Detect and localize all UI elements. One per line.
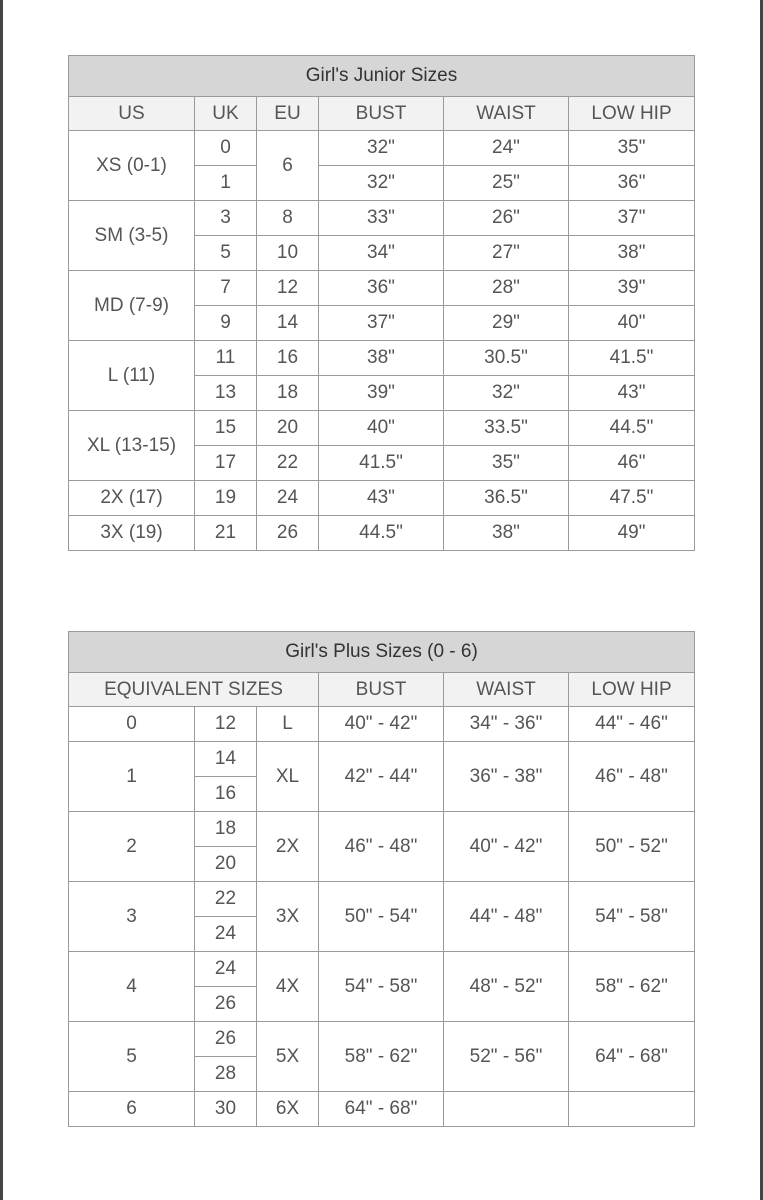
letter-size-cell: XL [257, 742, 319, 812]
waist-cell [444, 1092, 569, 1127]
table-row [69, 707, 695, 742]
bust-cell: 43" [319, 481, 444, 516]
waist-cell: 38" [444, 516, 569, 551]
bust-cell: 40" - 42" [319, 707, 444, 742]
plus-size-cell: 5 [69, 1022, 195, 1092]
waist-cell: 36" - 38" [444, 742, 569, 812]
eu-cell: 20 [257, 411, 319, 446]
waist-cell: 30.5" [444, 341, 569, 376]
eu-cell: 16 [257, 341, 319, 376]
eu-cell: 8 [257, 201, 319, 236]
uk-cell: 12 [195, 707, 257, 742]
bust-cell: 34" [319, 236, 444, 271]
letter-size-cell: L [257, 707, 319, 742]
waist-cell: 33.5" [444, 411, 569, 446]
waist-cell: 29" [444, 306, 569, 341]
table-row [69, 882, 695, 917]
eu-cell: 12 [257, 271, 319, 306]
bust-cell: 42" - 44" [319, 742, 444, 812]
header-bust: BUST [319, 97, 444, 131]
bust-cell: 54" - 58" [319, 952, 444, 1022]
eu-cell: 18 [257, 376, 319, 411]
uk-cell: 21 [195, 516, 257, 551]
uk-cell: 13 [195, 376, 257, 411]
plus-size-table [68, 631, 695, 1127]
bust-cell: 58" - 62" [319, 1022, 444, 1092]
header-low-hip: LOW HIP [569, 673, 695, 707]
waist-cell: 26" [444, 201, 569, 236]
uk-cell: 19 [195, 481, 257, 516]
table-row [69, 131, 695, 166]
us-size-cell: 2X (17) [69, 481, 195, 516]
eu-cell: 14 [257, 306, 319, 341]
bust-cell: 40" [319, 411, 444, 446]
uk-cell: 20 [195, 847, 257, 882]
us-size-cell: XL (13-15) [69, 411, 195, 481]
letter-size-cell: 2X [257, 812, 319, 882]
uk-cell: 24 [195, 952, 257, 987]
waist-cell: 44" - 48" [444, 882, 569, 952]
header-waist: WAIST [444, 673, 569, 707]
us-size-cell: MD (7-9) [69, 271, 195, 341]
hip-cell [569, 1092, 695, 1127]
uk-cell: 15 [195, 411, 257, 446]
hip-cell: 47.5" [569, 481, 695, 516]
bust-cell: 32" [319, 166, 444, 201]
table-row [69, 952, 695, 987]
eu-cell: 26 [257, 516, 319, 551]
waist-cell: 48" - 52" [444, 952, 569, 1022]
uk-cell: 9 [195, 306, 257, 341]
hip-cell: 44.5" [569, 411, 695, 446]
table-row [69, 411, 695, 446]
junior-size-table [68, 55, 695, 551]
junior-table-title: Girl's Junior Sizes [69, 56, 695, 97]
us-size-cell: SM (3-5) [69, 201, 195, 271]
hip-cell: 39" [569, 271, 695, 306]
eu-cell: 24 [257, 481, 319, 516]
plus-size-cell: 1 [69, 742, 195, 812]
waist-cell: 25" [444, 166, 569, 201]
uk-cell: 17 [195, 446, 257, 481]
hip-cell: 50" - 52" [569, 812, 695, 882]
header-waist: WAIST [444, 97, 569, 131]
waist-cell: 35" [444, 446, 569, 481]
table-row [69, 516, 695, 551]
bust-cell: 36" [319, 271, 444, 306]
header-equivalent-sizes: EQUIVALENT SIZES [69, 673, 319, 707]
uk-cell: 11 [195, 341, 257, 376]
header-uk: UK [195, 97, 257, 131]
uk-cell: 30 [195, 1092, 257, 1127]
eu-cell: 22 [257, 446, 319, 481]
hip-cell: 44" - 46" [569, 707, 695, 742]
uk-cell: 18 [195, 812, 257, 847]
waist-cell: 40" - 42" [444, 812, 569, 882]
waist-cell: 34" - 36" [444, 707, 569, 742]
eu-cell: 10 [257, 236, 319, 271]
header-bust: BUST [319, 673, 444, 707]
letter-size-cell: 5X [257, 1022, 319, 1092]
hip-cell: 41.5" [569, 341, 695, 376]
table-row [69, 812, 695, 847]
uk-cell: 0 [195, 131, 257, 166]
uk-cell: 22 [195, 882, 257, 917]
hip-cell: 38" [569, 236, 695, 271]
bust-cell: 39" [319, 376, 444, 411]
waist-cell: 32" [444, 376, 569, 411]
hip-cell: 40" [569, 306, 695, 341]
hip-cell: 35" [569, 131, 695, 166]
plus-table-title: Girl's Plus Sizes (0 - 6) [69, 632, 695, 673]
letter-size-cell: 4X [257, 952, 319, 1022]
plus-size-cell: 0 [69, 707, 195, 742]
plus-size-cell: 2 [69, 812, 195, 882]
table-row [69, 271, 695, 306]
uk-cell: 26 [195, 987, 257, 1022]
us-size-cell: L (11) [69, 341, 195, 411]
uk-cell: 3 [195, 201, 257, 236]
hip-cell: 43" [569, 376, 695, 411]
bust-cell: 64" - 68" [319, 1092, 444, 1127]
hip-cell: 46" [569, 446, 695, 481]
table-row [69, 1022, 695, 1057]
waist-cell: 36.5" [444, 481, 569, 516]
uk-cell: 1 [195, 166, 257, 201]
table-row [69, 341, 695, 376]
table-row [69, 481, 695, 516]
waist-cell: 28" [444, 271, 569, 306]
plus-size-cell: 6 [69, 1092, 195, 1127]
bust-cell: 33" [319, 201, 444, 236]
header-us: US [69, 97, 195, 131]
uk-cell: 26 [195, 1022, 257, 1057]
us-size-cell: 3X (19) [69, 516, 195, 551]
uk-cell: 16 [195, 777, 257, 812]
bust-cell: 38" [319, 341, 444, 376]
hip-cell: 49" [569, 516, 695, 551]
uk-cell: 5 [195, 236, 257, 271]
us-size-cell: XS (0-1) [69, 131, 195, 201]
table-row [69, 1092, 695, 1127]
header-eu: EU [257, 97, 319, 131]
uk-cell: 7 [195, 271, 257, 306]
eu-cell: 6 [257, 131, 319, 201]
uk-cell: 24 [195, 917, 257, 952]
uk-cell: 28 [195, 1057, 257, 1092]
table-row [69, 201, 695, 236]
waist-cell: 52" - 56" [444, 1022, 569, 1092]
letter-size-cell: 3X [257, 882, 319, 952]
bust-cell: 41.5" [319, 446, 444, 481]
bust-cell: 32" [319, 131, 444, 166]
bust-cell: 37" [319, 306, 444, 341]
hip-cell: 54" - 58" [569, 882, 695, 952]
bust-cell: 44.5" [319, 516, 444, 551]
waist-cell: 24" [444, 131, 569, 166]
hip-cell: 37" [569, 201, 695, 236]
hip-cell: 64" - 68" [569, 1022, 695, 1092]
plus-size-cell: 4 [69, 952, 195, 1022]
letter-size-cell: 6X [257, 1092, 319, 1127]
waist-cell: 27" [444, 236, 569, 271]
hip-cell: 36" [569, 166, 695, 201]
hip-cell: 46" - 48" [569, 742, 695, 812]
bust-cell: 50" - 54" [319, 882, 444, 952]
header-low-hip: LOW HIP [569, 97, 695, 131]
table-row [69, 742, 695, 777]
hip-cell: 58" - 62" [569, 952, 695, 1022]
bust-cell: 46" - 48" [319, 812, 444, 882]
plus-size-cell: 3 [69, 882, 195, 952]
uk-cell: 14 [195, 742, 257, 777]
